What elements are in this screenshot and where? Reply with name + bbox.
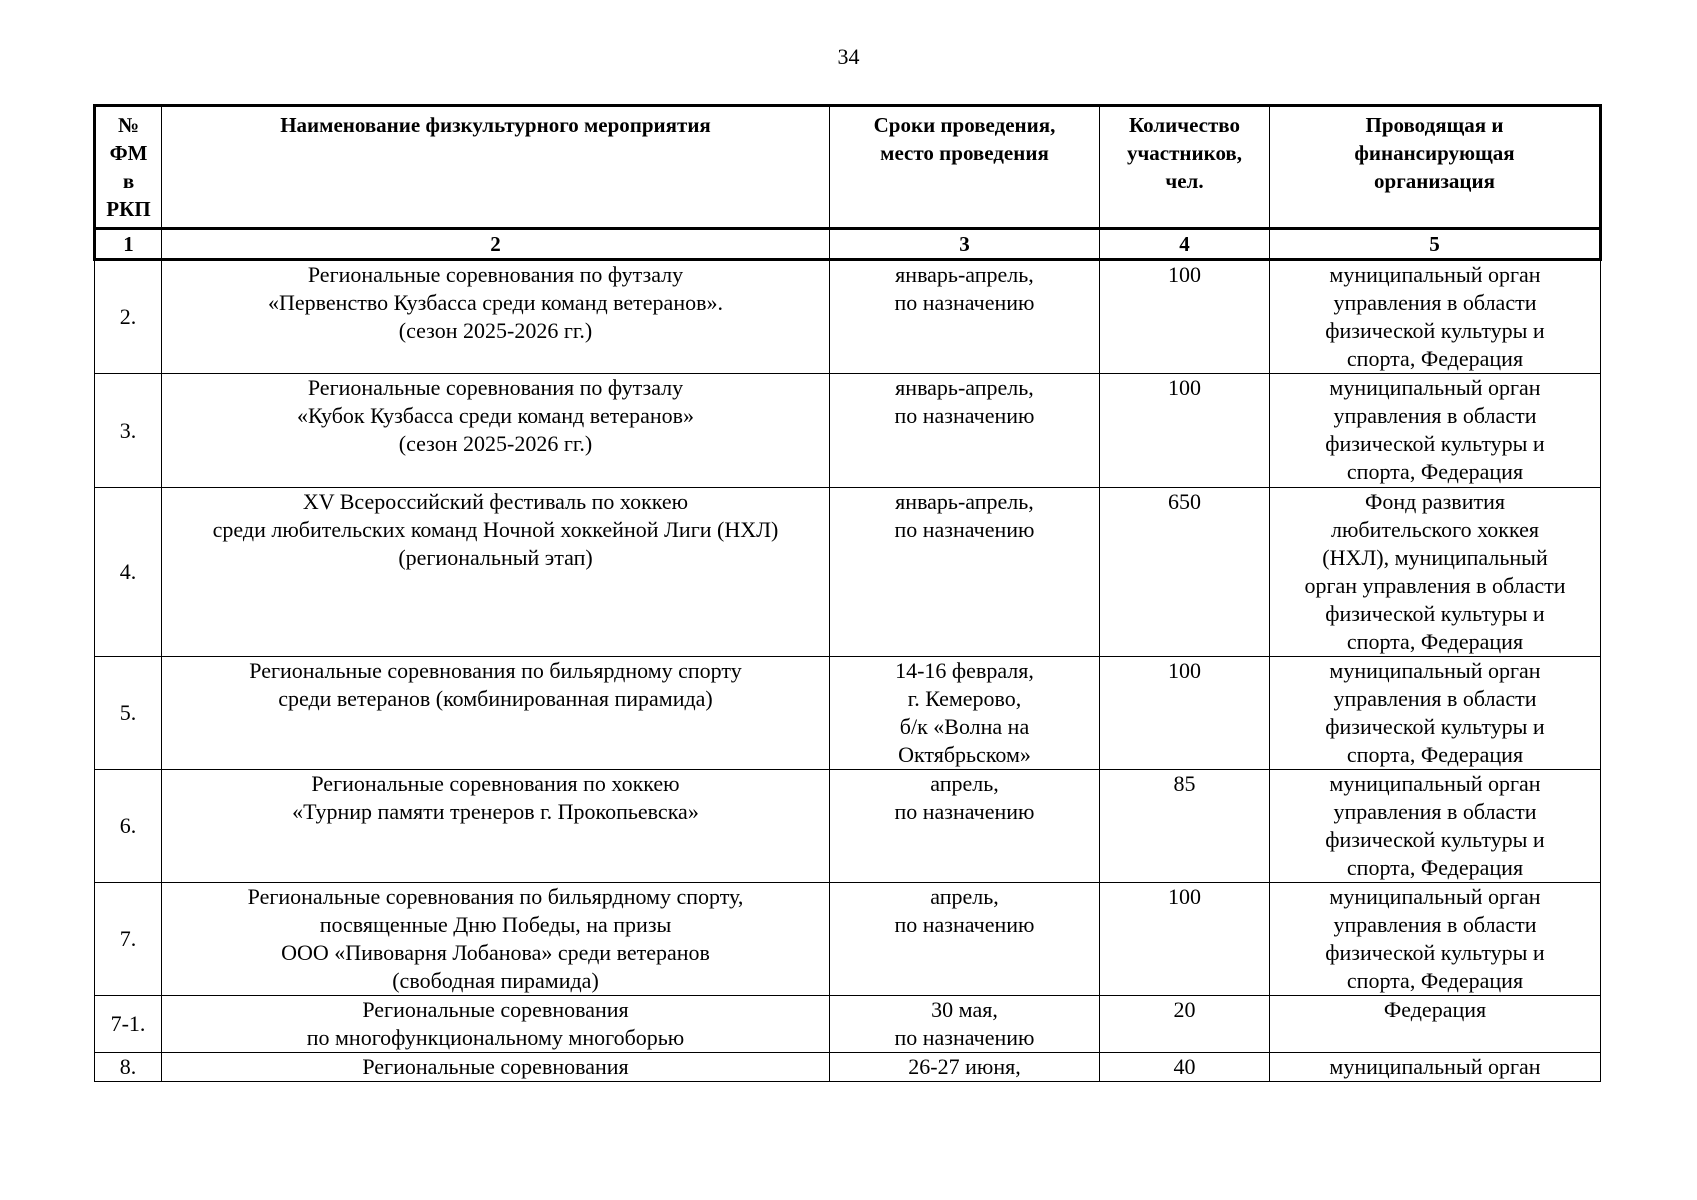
page-number: 34 (837, 44, 860, 69)
header-participants (1100, 106, 1270, 229)
event-name-cell-line: Региональные соревнования по футзалу (307, 262, 684, 287)
organization-cell-line: спорта, Федерация (1346, 742, 1524, 767)
event-name-cell (162, 883, 830, 996)
organization-cell-line: управления в области (1333, 290, 1537, 315)
event-dates-cell (830, 488, 1100, 657)
event-number-cell: 2. (95, 260, 162, 374)
organization-cell-line: Фонд развития (1365, 489, 1505, 514)
header-text-line: чел. (1165, 169, 1204, 193)
organization-cell-line: управления в области (1333, 686, 1537, 711)
event-name-cell-line: среди ветеранов (комбинированная пирамида) (278, 686, 713, 711)
organization-cell-line: физической культуры и (1325, 827, 1545, 852)
event-name-cell (162, 996, 830, 1053)
column-number: 2 (162, 229, 830, 260)
event-dates-cell-line: г. Кемерово, (907, 686, 1022, 711)
event-name-cell-line: (сезон 2025-2026 гг.) (398, 318, 593, 343)
event-dates-cell-line: 14-16 февраля, (895, 658, 1034, 683)
event-dates-cell-line: б/к «Волна на (899, 714, 1030, 739)
event-dates-cell-line: по назначению (894, 912, 1035, 937)
header-text-line: место проведения (880, 141, 1049, 165)
table-row (95, 883, 1601, 996)
organization-cell (1270, 883, 1601, 996)
organization-cell-line: спорта, Федерация (1346, 968, 1524, 993)
event-name-cell-line: «Турнир памяти тренеров г. Прокопьевска» (292, 799, 699, 824)
table-row (95, 1053, 1601, 1082)
organization-cell-line: физической культуры и (1325, 940, 1545, 965)
organization-cell (1270, 770, 1601, 883)
event-dates-cell-line: Октябрьском» (898, 742, 1031, 767)
organization-cell-line: Федерация (1383, 997, 1487, 1022)
table-body (95, 260, 1601, 1082)
table-row (95, 770, 1601, 883)
event-number-cell: 4. (95, 488, 162, 657)
organization-cell (1270, 374, 1601, 488)
event-name-cell-line: Региональные соревнования (362, 1054, 629, 1079)
participants-cell: 85 (1100, 770, 1270, 883)
participants-cell: 100 (1100, 883, 1270, 996)
table-row (95, 488, 1601, 657)
event-name-cell (162, 488, 830, 657)
participants-cell: 100 (1100, 374, 1270, 488)
organization-cell-line: муниципальный орган (1329, 771, 1541, 796)
event-name-cell-line: по многофункциональному многоборью (306, 1025, 685, 1050)
header-text-line: в (122, 169, 135, 193)
organization-cell-line: физической культуры и (1325, 714, 1545, 739)
event-name-cell-line: Региональные соревнования по бильярдному спорту (249, 658, 742, 683)
event-name-cell-line: (региональный этап) (398, 545, 593, 570)
organization-cell-line: любительского хоккея (1331, 517, 1539, 542)
event-number-cell: 6. (95, 770, 162, 883)
event-name-cell-line: «Первенство Кузбасса среди команд ветеранов». (268, 290, 723, 315)
table-row (95, 657, 1601, 770)
organization-cell-line: физической культуры и (1325, 318, 1545, 343)
column-number-row (95, 229, 1601, 260)
header-text-line: РКП (106, 197, 151, 221)
organization-cell-line: управления в области (1333, 912, 1537, 937)
event-dates-cell (830, 883, 1100, 996)
organization-cell (1270, 657, 1601, 770)
header-text-line: ФМ (109, 141, 148, 165)
event-number-cell: 8. (95, 1053, 162, 1082)
event-name-cell-line: (сезон 2025-2026 гг.) (398, 431, 593, 456)
header-event-name (162, 106, 830, 229)
organization-cell-line: управления в области (1333, 799, 1537, 824)
organization-cell-line: муниципальный орган (1329, 262, 1541, 287)
event-name-cell (162, 260, 830, 374)
event-dates-cell (830, 260, 1100, 374)
organization-cell-line: физической культуры и (1325, 601, 1545, 626)
organization-cell-line: спорта, Федерация (1346, 346, 1524, 371)
organization-cell-line: управления в области (1333, 403, 1537, 428)
event-number-cell: 7. (95, 883, 162, 996)
event-dates-cell-line: 26-27 июня, (908, 1054, 1021, 1079)
organization-cell-line: муниципальный орган (1329, 375, 1541, 400)
event-name-cell-line: Региональные соревнования по футзалу (307, 375, 684, 400)
participants-cell: 20 (1100, 996, 1270, 1053)
event-name-cell (162, 657, 830, 770)
event-name-cell-line: Региональные соревнования (362, 997, 629, 1022)
organization-cell (1270, 488, 1601, 657)
organization-cell (1270, 996, 1601, 1053)
participants-cell: 100 (1100, 260, 1270, 374)
organization-cell-line: спорта, Федерация (1346, 629, 1524, 654)
event-name-cell-line: среди любительских команд Ночной хоккейной Лиги (НХЛ) (212, 517, 779, 542)
header-text-line: Количество (1128, 113, 1241, 137)
participants-cell: 650 (1100, 488, 1270, 657)
event-name-cell-line: (свободная пирамида) (392, 968, 599, 993)
event-name-cell-line: «Кубок Кузбасса среди команд ветеранов» (296, 403, 695, 428)
event-name-cell-line: Региональные соревнования по хоккею (311, 771, 680, 796)
organization-cell-line: муниципальный орган (1329, 658, 1541, 683)
header-organization (1270, 106, 1601, 229)
event-name-cell (162, 1053, 830, 1082)
event-name-cell (162, 374, 830, 488)
event-dates-cell-line: январь-апрель, (895, 375, 1034, 400)
event-name-cell-line: XV Всероссийский фестиваль по хоккею (302, 489, 689, 514)
participants-cell: 40 (1100, 1053, 1270, 1082)
header-text-line: участников, (1126, 141, 1243, 165)
event-dates-cell-line: 30 мая, (931, 997, 998, 1022)
event-dates-cell-line: по назначению (894, 1025, 1035, 1050)
table-row (95, 260, 1601, 374)
event-dates-cell (830, 1053, 1100, 1082)
event-dates-cell-line: по назначению (894, 290, 1035, 315)
organization-cell-line: физической культуры и (1325, 431, 1545, 456)
events-table (93, 104, 1602, 1082)
event-name-cell-line: Региональные соревнования по бильярдному спорту, (247, 884, 744, 909)
event-dates-cell-line: по назначению (894, 403, 1035, 428)
event-number-cell: 3. (95, 374, 162, 488)
column-number: 3 (830, 229, 1100, 260)
header-text-line: организация (1374, 169, 1495, 193)
event-number-cell: 5. (95, 657, 162, 770)
organization-cell-line: спорта, Федерация (1346, 855, 1524, 880)
event-name-cell-line: ООО «Пивоварня Лобанова» среди ветеранов (281, 940, 710, 965)
organization-cell-line: (НХЛ), муниципальный (1322, 545, 1548, 570)
event-dates-cell (830, 374, 1100, 488)
event-dates-cell (830, 996, 1100, 1053)
header-text-line: Проводящая и (1365, 113, 1504, 137)
header-text-line: № (117, 113, 140, 137)
table-row (95, 374, 1601, 488)
event-dates-cell-line: по назначению (894, 517, 1035, 542)
organization-cell-line: спорта, Федерация (1346, 459, 1524, 484)
organization-cell (1270, 1053, 1601, 1082)
column-number: 1 (95, 229, 162, 260)
column-number: 4 (1100, 229, 1270, 260)
organization-cell (1270, 260, 1601, 374)
header-text-line: финансирующая (1354, 141, 1515, 165)
event-dates-cell-line: январь-апрель, (895, 489, 1034, 514)
column-number: 5 (1270, 229, 1601, 260)
event-dates-cell-line: по назначению (894, 799, 1035, 824)
event-name-cell (162, 770, 830, 883)
table-row (95, 996, 1601, 1053)
event-dates-cell (830, 657, 1100, 770)
event-dates-cell-line: апрель, (930, 884, 999, 909)
event-number-cell: 7-1. (95, 996, 162, 1053)
header-text-line: Сроки проведения, (873, 113, 1056, 137)
event-dates-cell-line: январь-апрель, (895, 262, 1034, 287)
header-text-line: Наименование физкультурного мероприятия (280, 113, 711, 137)
event-dates-cell (830, 770, 1100, 883)
header-number (95, 106, 162, 229)
organization-cell-line: муниципальный орган (1329, 1054, 1541, 1079)
organization-cell-line: муниципальный орган (1329, 884, 1541, 909)
organization-cell-line: орган управления в области (1304, 573, 1566, 598)
header-dates-place (830, 106, 1100, 229)
event-name-cell-line: посвященные Дню Победы, на призы (319, 912, 672, 937)
table-header-row (95, 106, 1601, 229)
event-dates-cell-line: апрель, (930, 771, 999, 796)
participants-cell: 100 (1100, 657, 1270, 770)
